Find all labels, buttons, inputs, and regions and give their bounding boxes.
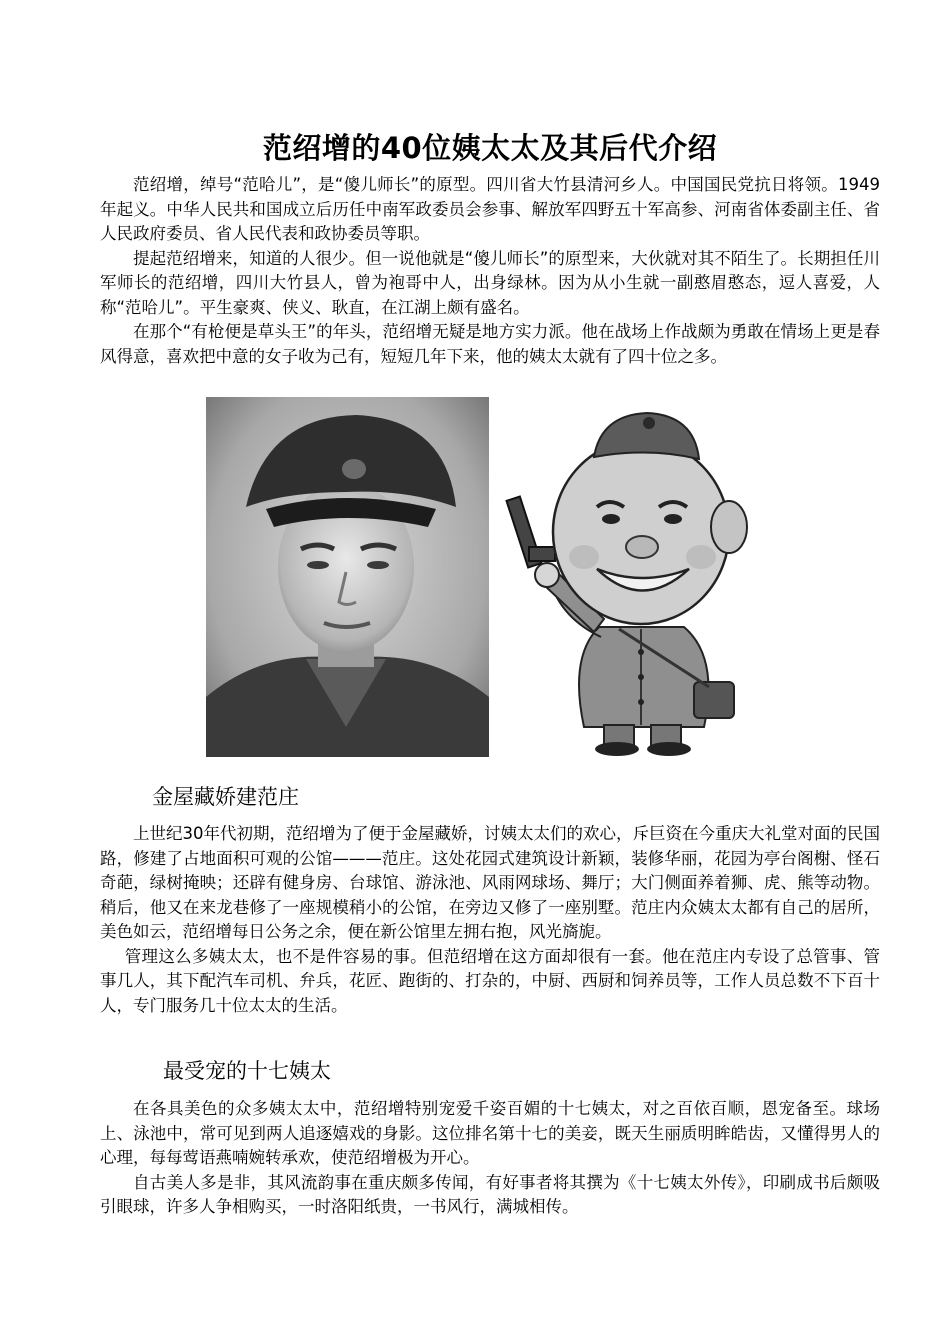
section-heading-seventeenth-concubine: 最受宠的十七姨太 [163, 1059, 331, 1083]
section-paragraph: 在各具美色的众多姨太太中，范绍增特别宠爱千姿百媚的十七姨太，对之百依百顺，恩宠备至。球场上、泳池中，常可见到两人追逐嬉戏的身影。这位排名第十七的美妾，既天生丽质明眸皓齿，又懂得男人的心理，每每莺语燕喃婉转承欢，使范绍增极为开心。 [100, 1099, 880, 1167]
intro-section [100, 173, 880, 369]
section-seventeenth-concubine [100, 1097, 880, 1220]
section-fan-manor [100, 822, 880, 1018]
section-paragraph: 管理这么多姨太太，也不是件容易的事。但范绍增在这方面却很有一套。他在范庄内专设了总管事、管事几人，其下配汽车司机、弁兵，花匠、跑街的、打杂的，中厨、西厨和饲养员等，工作人员总数不下百十人，专门服务几十位太太的生活。 [100, 946, 880, 1015]
portrait-photo-icon [206, 397, 489, 757]
page-title: 范绍增的40位姨太太及其后代介绍 [262, 131, 718, 165]
section-heading-fan-manor: 金屋藏娇建范庄 [152, 785, 299, 809]
intro-paragraph: 在那个“有枪便是草头王”的年头，范绍增无疑是地方实力派。他在战场上作战颇为勇敢在情场上更是春风得意，喜欢把中意的女子收为己有，短短几年下来，他的姨太太就有了四十位之多。 [100, 322, 880, 366]
image-pair [206, 397, 772, 757]
intro-paragraph: 提起范绍增来，知道的人很少。但一说他就是“傻儿师长”的原型来，大伙就对其不陌生了。长期担任川军师长的范绍增，四川大竹县人，曾为袍哥中人，出身绿林。因为从小生就一副憨眉憨态，逗人喜爱，人称“范哈儿”。平生豪爽、侠义、耿直，在江湖上颇有盛名。 [100, 248, 880, 317]
intro-paragraph: 范绍增，绰号“范哈儿”，是“傻儿师长”的原型。四川省大竹县清河乡人。中国国民党抗日将领。1949年起义。中华人民共和国成立后历任中南军政委员会参事、解放军四野五十军高参、河南省体委副主任、省人民政府委员、省人民代表和政协委员等职。 [100, 175, 880, 243]
section-paragraph: 上世纪30年代初期，范绍增为了便于金屋藏娇，讨姨太太们的欢心，斥巨资在今重庆大礼堂对面的民国路，修建了占地面积可观的公馆———范庄。这处花园式建筑设计新颖，装修华丽，花园为亭台阁榭、怪石奇葩，绿树掩映；还辟有健身房、台球馆、游泳池、风雨网球场、舞厅；大门侧面养着狮、虎、熊等动物。稍后，他又在来龙巷修了一座规模稍小的公馆，在旁边又修了一座别墅。范庄内众姨太太都有自己的居所，美色如云，范绍增每日公务之余，便在新公馆里左拥右抱，风光旖旎。 [100, 824, 880, 941]
caricature-icon [489, 397, 772, 757]
section-paragraph: 自古美人多是非，其风流韵事在重庆颇多传闻，有好事者将其撰为《十七姨太外传》，印刷成书后颇吸引眼球，许多人争相购买，一时洛阳纸贵，一书风行，满城相传。 [100, 1172, 880, 1216]
